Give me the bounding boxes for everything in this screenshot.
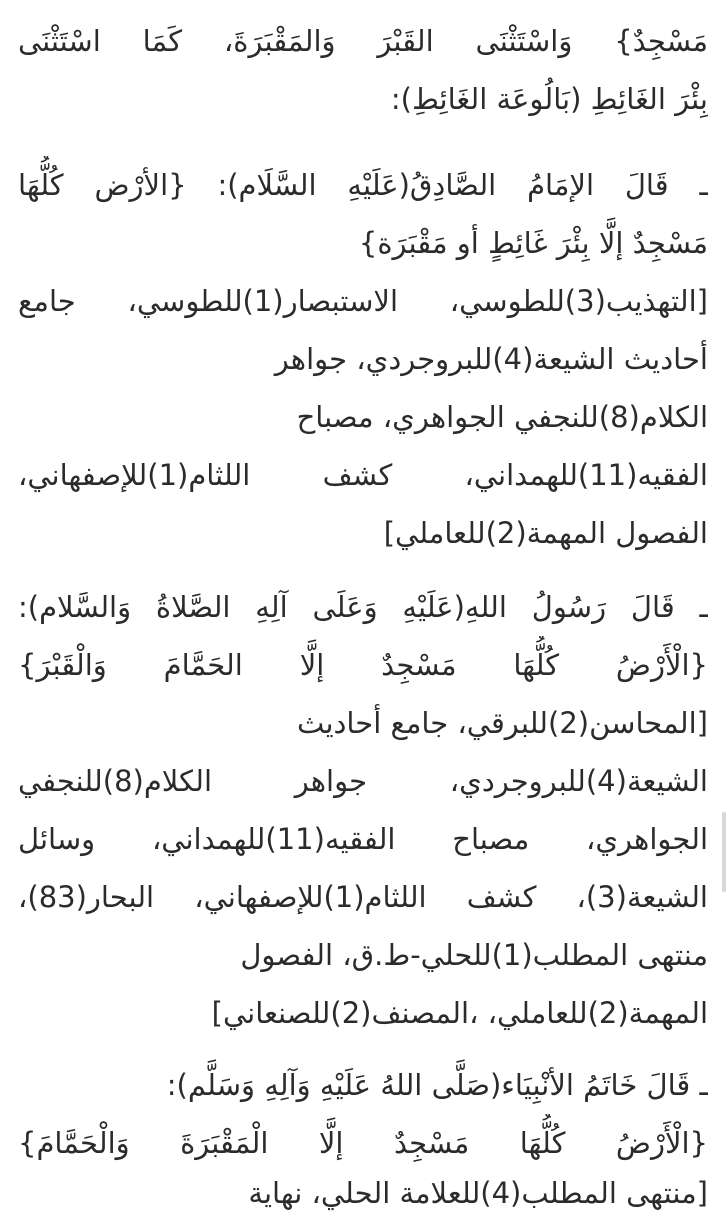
- scrollbar-thumb[interactable]: [722, 812, 726, 892]
- text-line: {الْأَرْضُ كُلُّهَا مَسْجِدٌ إلَّا الحَمَّامَ وَالْقَبْرَ}: [18, 648, 708, 682]
- text-line: الجواهري، مصباح الفقيه(11)للهمداني، وسائل: [18, 822, 708, 856]
- text-line: {الْأَرْضُ كُلُّهَا مَسْجِدٌ إلَّا الْمَقْبَرَةَ وَالْحَمَّامَ}: [18, 1126, 708, 1160]
- text-line: [منتهى المطلب(4)للعلامة الحلي، نهاية: [248, 1176, 708, 1210]
- text-line: ـ قَالَ رَسُولُ اللهِ(عَلَيْهِ وَعَلَى آلِهِ الصَّلاةُ وَالسَّلام):: [18, 590, 708, 624]
- text-line: الفقيه(11)للهمداني، كشف اللثام(1)للإصفهاني،: [18, 458, 708, 492]
- text-line: [المحاسن(2)للبرقي، جامع أحاديث: [296, 706, 708, 740]
- text-line: المهمة(2)للعاملي، ،المصنف(2)للصنعاني]: [211, 996, 708, 1030]
- text-line: ـ قَالَ خَاتَمُ الأنْبِيَاء(صَلَّى اللهُ عَلَيْهِ وَآلِهِ وَسَلَّم):: [166, 1068, 708, 1102]
- text-line: بِئْرَ الغَائِطِ (بَالُوعَة الغَائِطِ):: [390, 82, 708, 116]
- text-line: أحاديث الشيعة(4)للبروجردي، جواهر: [274, 342, 708, 376]
- text-line: [التهذيب(3)للطوسي، الاستبصار(1)للطوسي، جامع: [18, 284, 708, 318]
- text-line: مَسْجِدٌ إلَّا بِئْرَ غَائِطٍ أو مَقْبَرَة}: [358, 226, 708, 260]
- text-line: الفصول المهمة(2)للعاملي]: [383, 516, 708, 550]
- text-line: الشيعة(4)للبروجردي، جواهر الكلام(8)للنجفي: [18, 764, 708, 798]
- text-line: منتهى المطلب(1)للحلي-ط.ق، الفصول: [240, 938, 708, 972]
- text-line: الشيعة(3)، كشف اللثام(1)للإصفهاني، البحار(83)،: [18, 880, 708, 914]
- text-line: مَسْجِدٌ} وَاسْتَثْنَى القَبْرَ وَالمَقْبَرَةَ، كَمَا اسْتَثْنَى: [18, 24, 708, 58]
- text-line: ـ قَالَ الإمَامُ الصَّادِقُ(عَلَيْهِ السَّلَام): {الأرْض كُلُّهَا: [18, 168, 708, 202]
- text-line: الكلام(8)للنجفي الجواهري، مصباح: [296, 400, 708, 434]
